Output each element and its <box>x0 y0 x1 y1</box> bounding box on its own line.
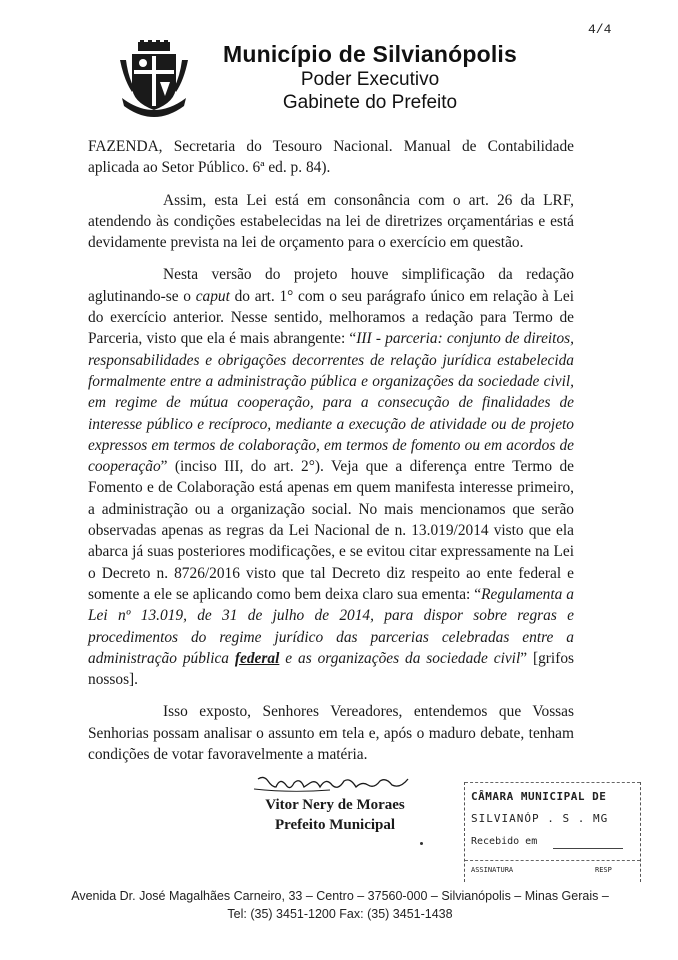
paragraph-lrf: Assim, esta Lei está em consonância com o art. 26 da LRF, atendendo às condições estabelecidas na lei de diretrizes orçamentárias e está devidamente prevista na lei de orçamento para o exercício em questão. <box>88 191 574 252</box>
signature-block <box>250 773 420 835</box>
text-segment: do art. 1° com o seu parágrafo único em relação à Lei do exercício anterior. Nesse sentido, melhoramos a redação para Termo de Parceria, visto que ela é mais abrangente: “ <box>88 287 574 348</box>
stamp-line-chamber: CÂMARA MUNICIPAL DE <box>471 790 607 803</box>
footer <box>60 887 620 923</box>
letterhead <box>215 40 525 114</box>
page-number: 4/4 <box>588 22 612 37</box>
footer-phones: Tel: (35) 3451-1200 Fax: (35) 3451-1438 <box>227 907 453 921</box>
office-subtitle: Gabinete do Prefeito <box>282 92 458 113</box>
parceria-definition-quote: III - parceria: conjunto de direitos, responsabilidades e obrigações decorrentes de relação jurídica estabelecida formalmente entre a administração pública e organizações da sociedade civil, em regime de mútua cooperação, para a consecução de finalidades de interesse público e recíproco, mediante a execução de atividade ou de projeto expressos em termos de colaboração, em termos de fomento ou em acordos de cooperação <box>88 330 574 476</box>
coat-of-arms-icon <box>116 40 192 120</box>
stamp-line-signature: ASSINATURA <box>471 866 514 874</box>
paragraph-conclusion: Isso exposto, Senhores Vereadores, entendemos que Vossas Senhorias possam analisar o assunto em tela e, após o maduro debate, tenham condições de votar favoravelmente a matéria. <box>88 703 574 764</box>
stamp-mid-rule <box>465 860 640 861</box>
stamp-line-resp: RESP <box>595 866 612 874</box>
stamp-top-rule <box>465 782 640 783</box>
handwritten-signature-icon <box>250 773 420 795</box>
municipality-title: Município de Silvianópolis <box>222 41 517 67</box>
signer-name: Vitor Nery de Moraes <box>265 797 405 813</box>
federal-emphasis: federal <box>234 649 280 667</box>
ink-dot <box>420 842 423 845</box>
receipt-stamp <box>464 782 641 882</box>
caput-term: caput <box>195 287 230 305</box>
decree-ementa-quote-end: e as organizações da sociedade civil <box>279 649 521 667</box>
stamp-line-received: Recebido em <box>471 836 538 847</box>
stamp-date-underline <box>553 848 623 849</box>
paragraph-reference: FAZENDA, Secretaria do Tesouro Nacional. Manual de Contabilidade aplicada ao Setor Público. 6ª ed. p. 84). <box>88 138 574 177</box>
text-segment: ” [grifos nossos]. <box>88 649 575 689</box>
paragraph-version <box>88 264 574 690</box>
decree-ementa-quote: Regulamenta a Lei nº 13.019, de 31 de julho de 2014, para dispor sobre regras e procedimentos do regime jurídico das parcerias celebradas entre a administração pública <box>88 585 575 667</box>
text-segment: Nesta versão do projeto houve simplificação da redação aglutinando-se o <box>88 266 574 305</box>
stamp-line-city: SILVIANÓP . S . MG <box>471 812 609 825</box>
text-segment: ” (inciso III, do art. 2°). Veja que a diferença entre Termo de Fomento e de Colaboração está apenas em quem manifesta interesse primeiro, a administração ou a organização social. No mais mencionamos que serão observadas apenas as regras da Lei Nacional de n. 13.019/2014 visto que ela abarca já suas posteriores modificações, e se evitou citar expressamente na Lei o Decreto n. 8726/2016 visto que tal Decreto diz respeito ao ente federal e somente a ele se aplicando como bem deixa claro sua ementa: “ <box>88 458 574 603</box>
branch-subtitle: Poder Executivo <box>300 69 440 90</box>
signer-role: Prefeito Municipal <box>274 817 396 833</box>
document-body <box>88 136 574 776</box>
footer-address: Avenida Dr. José Magalhães Carneiro, 33 – Centro – 37560-000 – Silvianópolis – Minas Gerais – <box>71 889 609 903</box>
